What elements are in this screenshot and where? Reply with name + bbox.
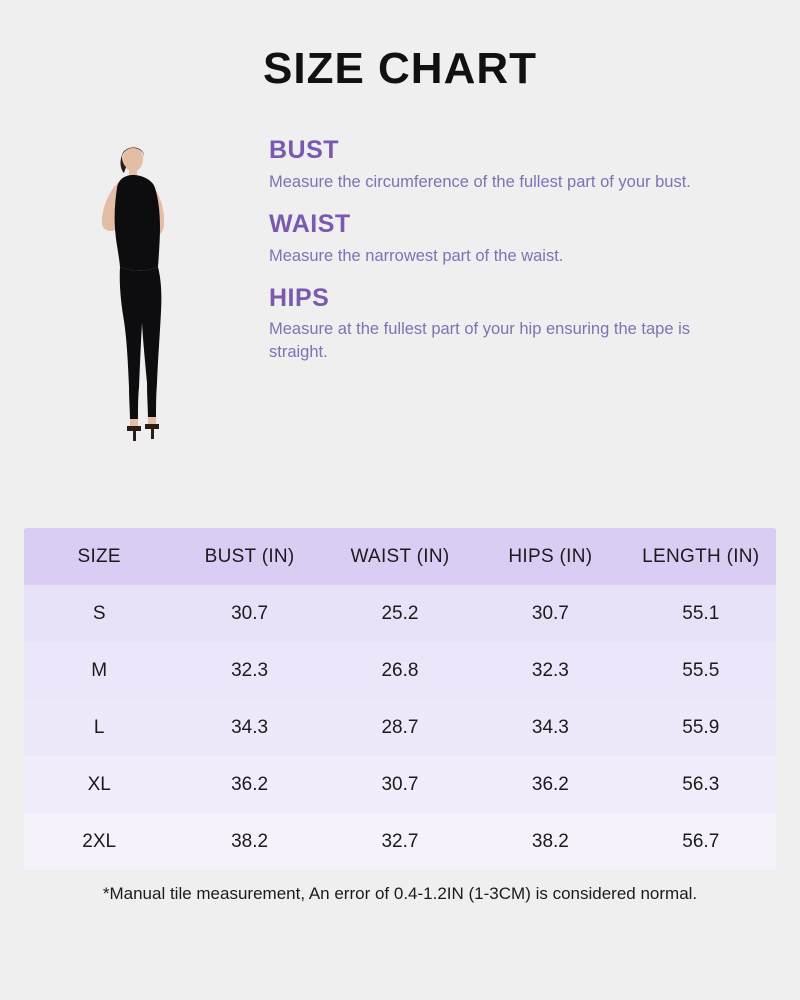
cell-size: S	[24, 585, 174, 642]
cell-waist: 30.7	[325, 756, 475, 813]
cell-hips: 36.2	[475, 756, 625, 813]
cell-waist: 25.2	[325, 585, 475, 642]
cell-size: L	[24, 699, 174, 756]
table-row	[24, 642, 776, 699]
cell-length: 55.9	[626, 699, 776, 756]
measurement-waist-title: WAIST	[269, 210, 351, 239]
measurement-hips-description: Measure at the fullest part of your hip ensuring the tape is straight.	[269, 320, 690, 361]
column-header-size: SIZE	[24, 528, 174, 585]
cell-bust: 32.3	[174, 642, 324, 699]
column-header-length: LENGTH (IN)	[626, 528, 776, 585]
cell-bust: 38.2	[174, 813, 324, 870]
cell-length: 55.5	[626, 642, 776, 699]
cell-length: 55.1	[626, 585, 776, 642]
table-row	[24, 813, 776, 870]
cell-size: 2XL	[24, 813, 174, 870]
cell-hips: 38.2	[475, 813, 625, 870]
jumpsuit-model-icon	[72, 143, 222, 453]
cell-bust: 34.3	[174, 699, 324, 756]
cell-length: 56.3	[626, 756, 776, 813]
measurement-waist-description: Measure the narrowest part of the waist.	[269, 246, 564, 265]
measurement-bust-description: Measure the circumference of the fullest part of your bust.	[269, 172, 691, 191]
cell-hips: 30.7	[475, 585, 625, 642]
table-row	[24, 756, 776, 813]
cell-waist: 26.8	[325, 642, 475, 699]
upper-section	[0, 93, 800, 453]
model-illustration	[72, 143, 222, 453]
size-table	[24, 528, 776, 870]
table-row	[24, 699, 776, 756]
measurement-footnote: *Manual tile measurement, An error of 0.4-1.2IN (1-3CM) is considered normal.	[102, 884, 698, 903]
cell-size: XL	[24, 756, 174, 813]
cell-bust: 36.2	[174, 756, 324, 813]
cell-length: 56.7	[626, 813, 776, 870]
cell-size: M	[24, 642, 174, 699]
measurement-instructions	[269, 121, 776, 363]
size-table-head	[24, 528, 776, 585]
cell-hips: 32.3	[475, 642, 625, 699]
column-header-waist: WAIST (IN)	[325, 528, 475, 585]
cell-waist: 28.7	[325, 699, 475, 756]
cell-waist: 32.7	[325, 813, 475, 870]
measurement-bust	[269, 137, 756, 193]
cell-hips: 34.3	[475, 699, 625, 756]
page-title: SIZE CHART	[263, 44, 537, 93]
size-table-wrapper	[24, 528, 776, 870]
measurement-bust-title: BUST	[269, 136, 340, 165]
table-header-row	[24, 528, 776, 585]
cell-bust: 30.7	[174, 585, 324, 642]
measurement-waist	[269, 211, 756, 267]
column-header-bust: BUST (IN)	[174, 528, 324, 585]
size-table-body	[24, 585, 776, 870]
model-figure	[24, 121, 269, 453]
table-row	[24, 585, 776, 642]
measurement-hips	[269, 285, 756, 363]
column-header-hips: HIPS (IN)	[475, 528, 625, 585]
measurement-hips-title: HIPS	[269, 283, 330, 312]
